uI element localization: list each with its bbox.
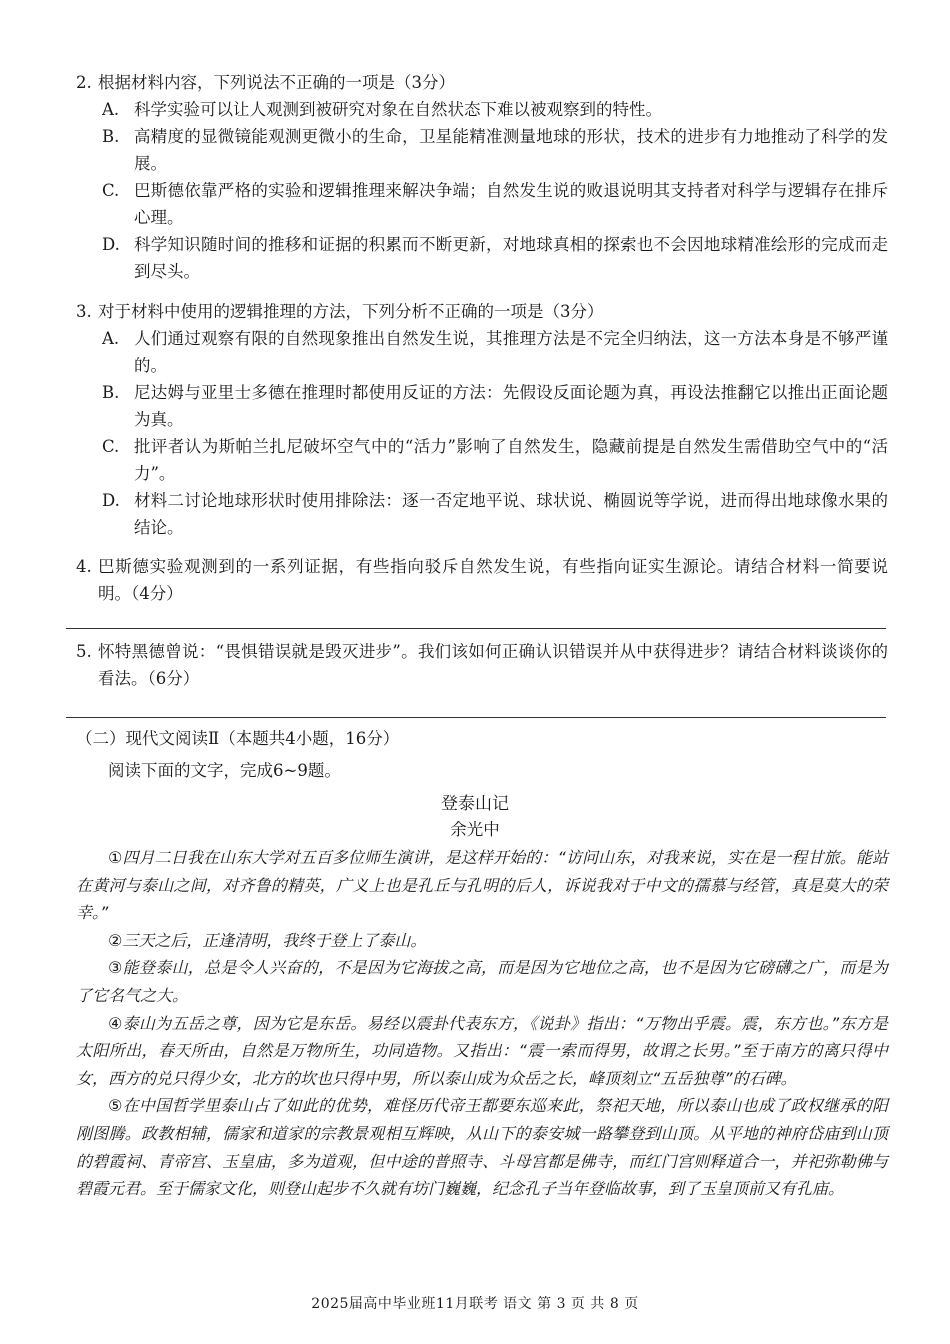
question-number: 3. [76, 302, 92, 321]
article-body [76, 844, 888, 1203]
question-5-stem [76, 638, 888, 692]
section-heading: （二）现代文阅读Ⅱ（本题共4小题，16分） [76, 729, 400, 748]
reading-instruction: 阅读下面的文字，完成6~9题。 [108, 761, 341, 780]
option-text: 材料二讨论地球形状时使用排除法：逐一否定地平说、球状说、椭圆说等学说，进而得出地球像水果的结论。 [134, 491, 888, 537]
option-text: 人们通过观察有限的自然现象推出自然发生说，其推理方法是不完全归纳法，这一方法本身是不够严谨的。 [134, 329, 888, 375]
answer-line [66, 717, 886, 718]
answer-line [66, 628, 886, 629]
question-3 [76, 298, 888, 541]
option-b [102, 379, 888, 433]
option-text: 批评者认为斯帕兰扎尼破坏空气中的“活力”影响了自然发生，隐藏前提是自然发生需借助空气中的“活力”。 [134, 437, 888, 483]
option-label: D. [102, 235, 120, 254]
article-paragraph-5: ⑤在中国哲学里泰山占了如此的优势，难怪历代帝王都要东巡来此，祭祀天地，所以泰山也成了政权继承的阳刚图腾。政教相辅，儒家和道家的宗教景观相互辉映，从山下的泰安城一路攀登到山顶。从平地的神府岱庙到山顶的碧霞祠、青帝宫、玉皇庙，多为道观，但中途的普照寺、斗母宫都是佛寺，而红门宫则释道合一，并祀弥勒佛与碧霞元君。至于儒家文化，则登山起步不久就有坊门巍巍，纪念孔子当年登临故事，到了玉皇顶前又有孔庙。 [76, 1096, 888, 1199]
option-text: 尼达姆与亚里士多德在推理时都使用反证的方法：先假设反面论题为真，再设法推翻它以推出正面论题为真。 [134, 383, 888, 429]
article-paragraph-2: ②三天之后，正逢清明，我终于登上了泰山。 [108, 930, 427, 950]
option-label: A. [102, 100, 120, 119]
option-label: A. [102, 329, 120, 348]
article-author: 余光中 [450, 820, 500, 839]
article-paragraph-3: ③能登泰山，总是令人兴奋的，不是因为它海拔之高，而是因为它地位之高，也不是因为它磅礴之广，而是为了它名气之大。 [76, 958, 888, 1005]
question-number: 2. [76, 73, 92, 92]
option-text: 科学实验可以让人观测到被研究对象在自然状态下难以被观察到的特性。 [134, 100, 662, 119]
article-paragraph-1: ①四月二日我在山东大学对五百多位师生演讲，是这样开始的：“访问山东，对我来说，实在是一程甘旅。能站在黄河与泰山之间，对齐鲁的精英，广义上也是孔丘与孔明的后人，诉说我对于中文的孺慕与经管，真是莫大的荣幸。” [76, 848, 888, 923]
option-d [102, 487, 888, 541]
question-text: 巴斯德实验观测到的一系列证据，有些指向驳斥自然发生说，有些指向证实生源论。请结合材料一简要说明。（4分） [98, 557, 888, 603]
question-3-stem [76, 298, 888, 325]
option-label: D. [102, 491, 120, 510]
option-c [102, 177, 888, 231]
option-label: B. [102, 383, 120, 402]
option-c [102, 433, 888, 487]
question-text: 对于材料中使用的逻辑推理的方法，下列分析不正确的一项是（3分） [98, 302, 604, 321]
question-4-stem [76, 553, 888, 607]
question-2-stem [76, 69, 888, 96]
question-text: 根据材料内容，下列说法不正确的一项是（3分） [98, 73, 455, 92]
article-paragraph-4: ④泰山为五岳之尊，因为它是东岳。易经以震卦代表东方，《说卦》指出：“万物出乎震。震，东方也。”东方是太阳所出，春天所由，自然是万物所生，功同造物。又指出：“震一索而得男，故谓之长男。”至于南方的离只得中女，西方的兑只得少女，北方的坎也只得中男，所以泰山成为众岳之长，峰顶刻立“五岳独尊”的石碑。 [76, 1013, 888, 1088]
option-d [102, 231, 888, 285]
question-2 [76, 69, 888, 285]
option-text: 科学知识随时间的推移和证据的积累而不断更新，对地球真相的探索也不会因地球精准绘形的完成而走到尽头。 [134, 235, 888, 281]
option-b [102, 123, 888, 177]
option-label: C. [102, 181, 120, 200]
question-4 [76, 553, 888, 607]
article-title: 登泰山记 [441, 794, 509, 814]
question-number: 5. [76, 642, 92, 661]
option-label: C. [102, 437, 120, 456]
option-text: 巴斯德依靠严格的实验和逻辑推理来解决争端；自然发生说的败退说明其支持者对科学与逻辑存在排斥心理。 [134, 181, 888, 227]
question-5 [76, 638, 888, 692]
question-number: 4. [76, 557, 92, 576]
option-label: B. [102, 127, 120, 146]
option-a [102, 325, 888, 379]
option-a [102, 96, 888, 123]
question-text: 怀特黑德曾说：“畏惧错误就是毁灭进步”。我们该如何正确认识错误并从中获得进步？请结合材料谈谈你的看法。（6分） [98, 642, 888, 688]
page-footer: 2025届高中毕业班11月联考 语文 第 3 页 共 8 页 [311, 1296, 639, 1312]
option-text: 高精度的显微镜能观测更微小的生命，卫星能精准测量地球的形状，技术的进步有力地推动了科学的发展。 [134, 127, 888, 173]
